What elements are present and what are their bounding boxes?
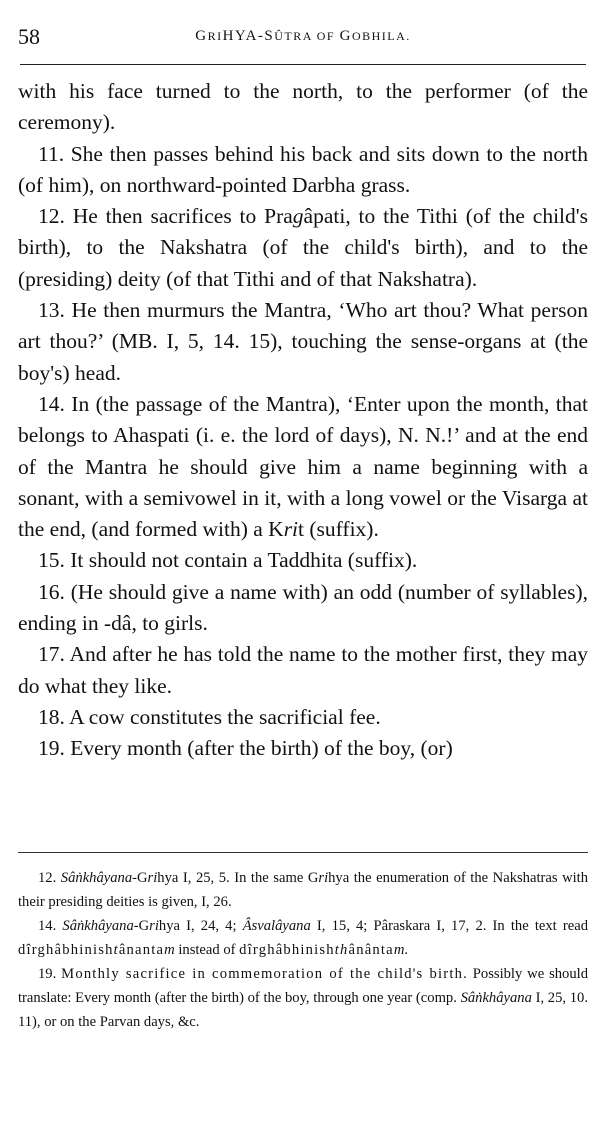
paragraph-17: 17. And after he has told the name to the mother first, they may do what they like. (18, 642, 588, 698)
paragraph-13: 13. He then murmurs the Mantra, ‘Who art thou? What person art thou?’ (MB. I, 5, 14. 15), touching the sense-organs at (the boy's) head. (18, 298, 588, 385)
page-number: 58 (18, 24, 40, 49)
footnote-12: 12. Sâṅkhâyana-Grihya I, 25, 5. In the same Grihya the enumeration of the Nakshatras with their presiding deities is given, I, 26. (18, 870, 589, 910)
footnote-19: 19. Monthly sacrifice in commemoration of the child's birth. Possibly we should translate: Every month (after the birth) of the boy, through one year (comp. Sâṅkhâyana I, 25, 10. 11), or on the Parvan days, &c. (18, 966, 588, 1030)
footnote-rule (18, 852, 588, 853)
paragraph-19: 19. Every month (after the birth) of the boy, (or) (38, 736, 453, 761)
footnote-14: 14. Sâṅkhâyana-Grihya I, 24, 4; Âsvalâyana I, 15, 4; Pâraskara I, 17, 2. In the text read dîrghâbhinishtânantam instead of dîrghâbhinishthânântam. (18, 918, 588, 958)
header-rule (20, 64, 586, 65)
paragraph-12: 12. He then sacrifices to Pragâpati, to the Tithi (of the child's birth), to the Nakshatra (of the child's birth), and to the (presiding) deity (of that Tithi and of that Nakshatra). (18, 204, 589, 291)
paragraph-16: 16. (He should give a name with) an odd (number of syllables), ending in -dâ, to girls. (18, 579, 588, 636)
paragraph-14: 14. In (the passage of the Mantra), ‘Enter upon the month, that belongs to Ahaspati (i. e. the lord of days), N. N.!’ and at the end of the Mantra he should give him a name beginning with a sonant, with a semivowel in it, with a long vowel or the Visarga at the end, (and formed with) a Krit (suffix). (18, 391, 588, 542)
paragraph-18: 18. A cow constitutes the sacrificial fee. (38, 704, 381, 729)
page-header (18, 24, 588, 54)
paragraph-11: 11. She then passes behind his back and sits down to the north (of him), on northward-pointed Darbha grass. (18, 141, 588, 197)
paragraph-15: 15. It should not contain a Taddhita (suffix). (38, 548, 418, 573)
footnotes (18, 866, 588, 1034)
running-head: GRIHYA-SÛTRA OF GOBHILA. (195, 28, 411, 44)
main-text (18, 76, 588, 765)
paragraph-continuation: with his face turned to the north, to the performer (of the ceremony). (18, 79, 588, 135)
